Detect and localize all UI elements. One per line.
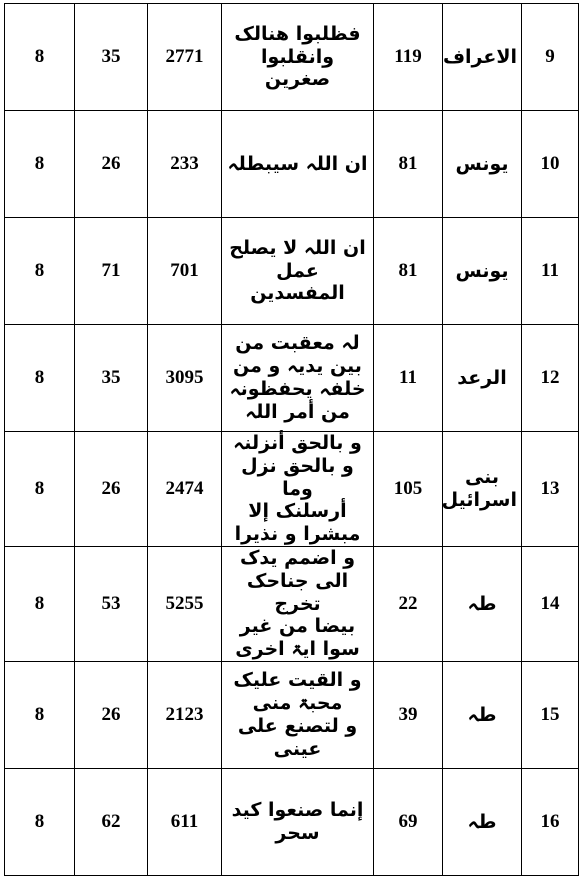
verse-text-line: و بالحق أنزلنہ و بالحق نزل وما [233, 432, 362, 500]
verse-text-line: و القیت علیک محبۃ منی [233, 669, 362, 715]
table-row [5, 325, 579, 432]
index-cell: 5255 [148, 546, 222, 661]
ayah-number-cell: 105 [374, 432, 443, 547]
ayah-number-cell: 81 [374, 218, 443, 325]
count-cell: 8 [5, 111, 75, 218]
verse-text-cell [222, 661, 374, 768]
verse-text-cell [222, 325, 374, 432]
surah-name-cell: یونس [443, 111, 522, 218]
index-cell: 233 [148, 111, 222, 218]
letters-cell: 26 [75, 111, 148, 218]
table-row [5, 768, 579, 875]
count-cell: 8 [5, 546, 75, 661]
table-row [5, 111, 579, 218]
verse-text-line: و اضمم یدک الی جناحک تخرج [239, 546, 356, 615]
surah-name-cell: بنی اسرائیل [443, 432, 522, 547]
surah-name-cell: طہ [443, 546, 522, 661]
table-body [5, 4, 579, 876]
ayah-number-cell: 69 [374, 768, 443, 875]
verse-text-cell [222, 432, 374, 547]
index-cell: 701 [148, 218, 222, 325]
serial-number-cell: 9 [522, 4, 579, 111]
verse-text-line: لہ معقبت من بین یدیہ و من [233, 332, 362, 378]
count-cell: 8 [5, 768, 75, 875]
surah-name-cell: یونس [443, 218, 522, 325]
serial-number-cell: 11 [522, 218, 579, 325]
table-row [5, 661, 579, 768]
ayah-number-cell: 39 [374, 661, 443, 768]
count-cell: 8 [5, 432, 75, 547]
letters-cell: 26 [75, 661, 148, 768]
verse-text-cell [222, 218, 374, 325]
serial-number-cell: 15 [522, 661, 579, 768]
surah-name-cell: الرعد [443, 325, 522, 432]
table-row [5, 432, 579, 547]
verse-text-line: بیضا من غیر سوا ایۃ اخری [235, 615, 360, 661]
count-cell: 8 [5, 325, 75, 432]
index-cell: 2771 [148, 4, 222, 111]
verse-table [4, 3, 579, 876]
serial-number-cell: 14 [522, 546, 579, 661]
serial-number-cell: 13 [522, 432, 579, 547]
verse-text-line: و لتصنع علی عینی [237, 714, 358, 760]
table-row [5, 218, 579, 325]
verse-text-line: ان اللہ لا یصلح عمل المفسدین [229, 236, 366, 305]
letters-cell: 53 [75, 546, 148, 661]
index-cell: 2123 [148, 661, 222, 768]
letters-cell: 26 [75, 432, 148, 547]
serial-number-cell: 10 [522, 111, 579, 218]
index-cell: 611 [148, 768, 222, 875]
count-cell: 8 [5, 218, 75, 325]
ayah-number-cell: 11 [374, 325, 443, 432]
verse-text-line: فظلبوا هنالک وانقلبوا صغرین [234, 22, 361, 91]
letters-cell: 35 [75, 4, 148, 111]
verse-text-line: ان اللہ سیبطلہ [227, 152, 368, 175]
count-cell: 8 [5, 661, 75, 768]
ayah-number-cell: 119 [374, 4, 443, 111]
verse-text-line: خلفہ یحفظونہ من أمر اللہ [229, 378, 366, 423]
surah-name-cell: طہ [443, 768, 522, 875]
letters-cell: 62 [75, 768, 148, 875]
surah-name-cell: طہ [443, 661, 522, 768]
verse-text-line: أرسلنک إلا مبشرا و نذیرا [234, 500, 361, 546]
verse-text-cell [222, 4, 374, 111]
verse-text-cell [222, 768, 374, 875]
verse-text-cell [222, 546, 374, 661]
count-cell: 8 [5, 4, 75, 111]
serial-number-cell: 16 [522, 768, 579, 875]
letters-cell: 35 [75, 325, 148, 432]
ayah-number-cell: 81 [374, 111, 443, 218]
index-cell: 3095 [148, 325, 222, 432]
table-row [5, 546, 579, 661]
letters-cell: 71 [75, 218, 148, 325]
surah-name-cell: الاعراف [443, 4, 522, 111]
table-row [5, 4, 579, 111]
verse-text-cell [222, 111, 374, 218]
serial-number-cell: 12 [522, 325, 579, 432]
index-cell: 2474 [148, 432, 222, 547]
ayah-number-cell: 22 [374, 546, 443, 661]
verse-text-line: إنما صنعوا کید سحر [231, 799, 364, 844]
